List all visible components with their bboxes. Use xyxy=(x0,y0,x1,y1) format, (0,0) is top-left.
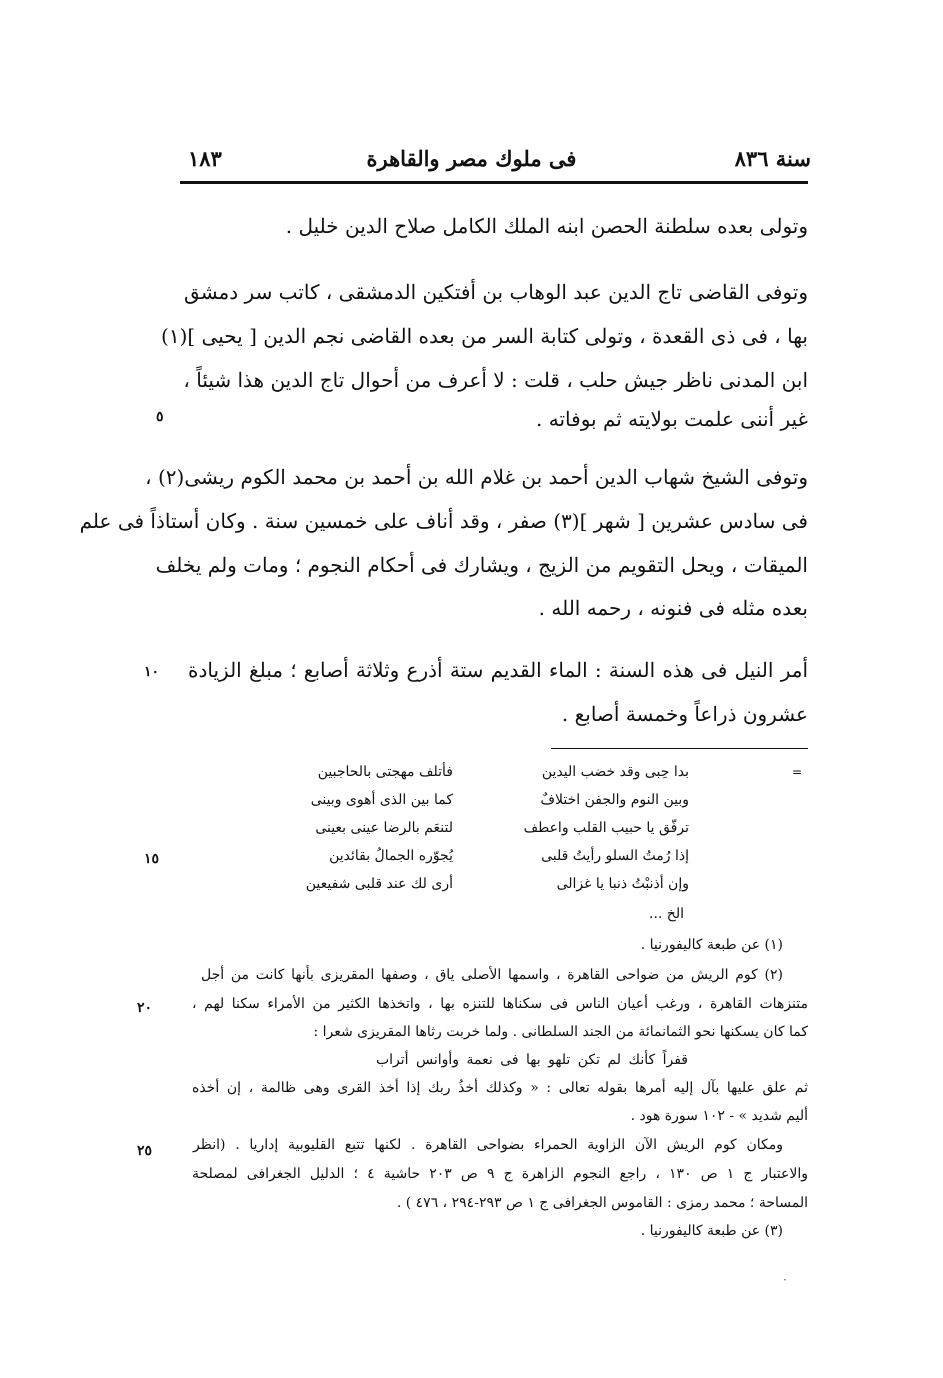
header-book-title: فى ملوك مصر والقاهرة xyxy=(366,146,577,171)
footnote-2-line: (٢) كوم الريش من ضواحى القاهرة ، واسمها الأصلى ياق ، وصفها المقريزى بأنها كانت من أجل xyxy=(201,967,783,983)
continuation-mark: = xyxy=(792,765,803,779)
page-speck: · xyxy=(783,1273,787,1287)
footnote-2-line: والاعتبار ج ١ ص ١٣٠ ، راجع النجوم الزاهرة ج ٩ ص ٢٠٣ حاشية ٤ ؛ الدليل الجغرافى لمصلحة xyxy=(192,1166,809,1182)
header-rule xyxy=(180,181,808,184)
margin-line-number: ٥ xyxy=(156,409,164,425)
body-line: عشرون ذراعاً وخمسة أصابع . xyxy=(561,702,808,726)
poem-verse-right: وإن أذنبْتُ ذنبا يا غزالى xyxy=(556,876,689,892)
body-line: فى سادس عشرين [ شهر ](٣) صفر ، وقد أناف على خمسين سنة . وكان أستاذاً فى علم xyxy=(79,509,808,533)
poem-verse-left: كما بين الذى أهوى وبينى xyxy=(310,792,453,808)
body-line: وتوفى الشيخ شهاب الدين أحمد بن غلام الله بن أحمد بن محمد الكوم ريشى(٢) ، xyxy=(145,465,808,489)
poem-verse-right: إذا رُمتُ السلو رأيتُ قلبى xyxy=(541,848,689,864)
margin-line-number: ٢٠ xyxy=(137,1000,153,1016)
footnote-2-line: متنزهات القاهرة ، ورغب أعيان الناس فى سكناها للتنزه بها ، واتخذها الكثير من الأمراء سكنا لهم ، xyxy=(192,996,808,1012)
poem-verse-right: وبين النوم والجفن اختلافٌ xyxy=(540,792,689,808)
poem-verse-left: فأتلف مهجتى بالحاجبين xyxy=(317,764,453,780)
footnote-rule xyxy=(551,748,808,749)
body-line: وتولى بعده سلطنة الحصن ابنه الملك الكامل صلاح الدين خليل . xyxy=(285,214,808,238)
body-line: الميقات ، ويحل التقويم من الزيج ، ويشارك فى أحكام النجوم ؛ ومات ولم يخلف xyxy=(155,553,808,577)
poem-verse-right: ترفّق يا حبيب القلب واعطف xyxy=(523,820,689,836)
footnote-2-line: ومكان كوم الريش الآن الزاوية الحمراء بضواحى القاهرة . لكنها تتبع القليوبية إداريا . (انظر xyxy=(193,1137,783,1153)
body-line: وتوفى القاضى تاج الدين عبد الوهاب بن أفتكين الدمشقى ، كاتب سر دمشق xyxy=(184,280,808,304)
header-year: سنة ٨٣٦ xyxy=(734,146,811,171)
margin-line-number: ١٥ xyxy=(144,851,160,867)
footnote-2-line: أليم شديد » - ١٠٢ سورة هود . xyxy=(630,1108,808,1124)
footnote-2-line: المساحة ؛ محمد رمزى : القاموس الجغرافى ج ١ ص ٢٩٣-٢٩٤ ، ٤٧٦ ) . xyxy=(396,1195,808,1211)
body-line: ابن المدنى ناظر جيش حلب ، قلت : لا أعرف من أحوال تاج الدين هذا شيئاً ، xyxy=(183,368,808,392)
poem-verse-left: يُجوّره الجمالُ بقائدين xyxy=(329,848,453,864)
poem-verse-left: أرى لك عند قلبى شفيعين xyxy=(305,876,453,892)
poem-verse-right: بدا حِبى وقد خضب اليدين xyxy=(541,764,689,780)
margin-line-number: ٢٥ xyxy=(137,1143,153,1159)
poem-ending: الخ ... xyxy=(649,906,684,922)
header-page-number: ١٨٣ xyxy=(188,146,222,171)
margin-line-number: ١٠ xyxy=(144,664,160,680)
body-line: بها ، فى ذى القعدة ، وتولى كتابة السر من بعده القاضى نجم الدين [ يحيى ](١) xyxy=(161,324,808,348)
body-line: أمر النيل فى هذه السنة : الماء القديم ستة أذرع وثلاثة أصابع ؛ مبلغ الزيادة xyxy=(188,658,808,682)
footnote-2-line: كما كان يسكنها نحو الثمانمائة من الجند السلطانى . ولما خربت رثاها المقريزى شعرا : xyxy=(313,1024,808,1040)
poem-verse-left: لتنعَم بالرضا عينى بعينى xyxy=(315,820,453,836)
footnote-3: (٣) عن طبعة كاليفورنيا . xyxy=(640,1223,783,1239)
body-line: بعده مثله فى فنونه ، رحمه الله . xyxy=(538,596,808,620)
footnote-2-verse: قفراً كأنك لم تكن تلهو بها فى نعمة وأوانس أتراب xyxy=(375,1052,688,1068)
footnote-1: (١) عن طبعة كاليفورنيا . xyxy=(640,937,783,953)
body-line: غير أننى علمت بولايته ثم بوفاته . xyxy=(536,407,808,431)
footnote-2-line: ثم علق عليها بآل إليه أمرها بقوله تعالى : « وكذلك أخذُ ربك إذا أخذ القرى وهى ظالمة ، إن أخذه xyxy=(192,1080,808,1096)
